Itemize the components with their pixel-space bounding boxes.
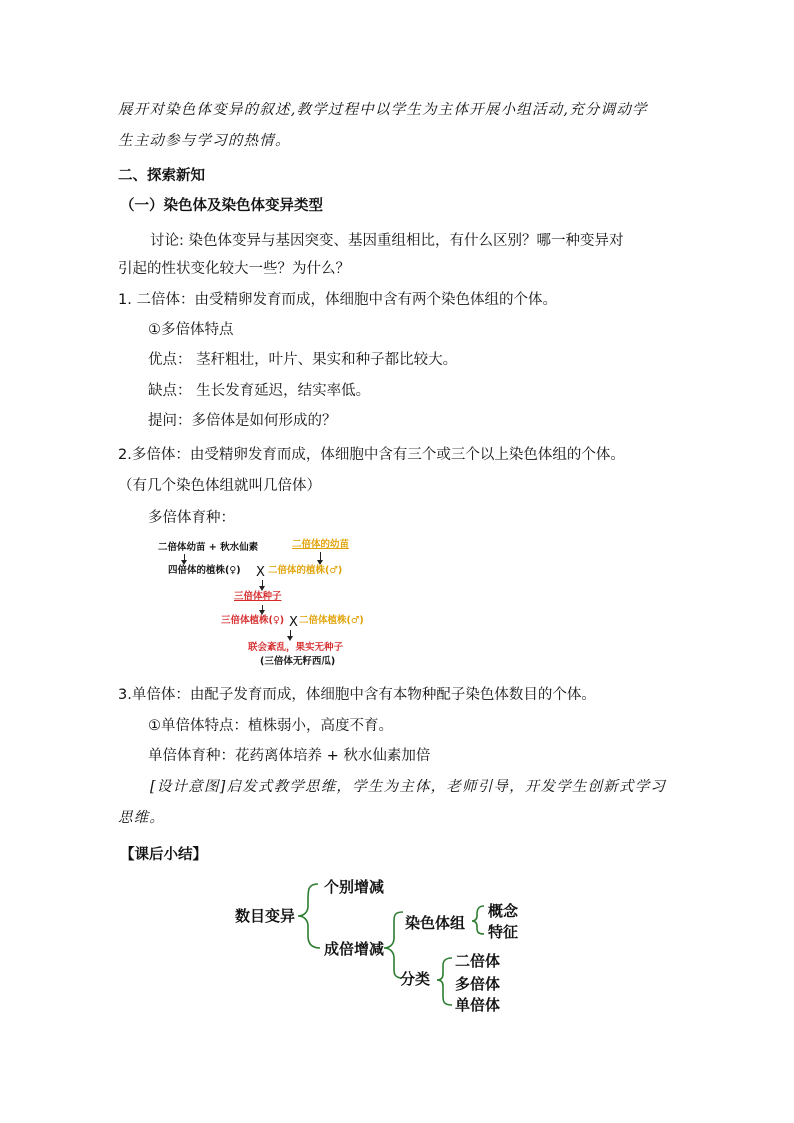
summary-branch-multiple: 成倍增减 — [324, 940, 385, 958]
bracket-root — [298, 884, 320, 948]
item1-title: 1. 二倍体：由受精卵发育而成，体细胞中含有两个染色体组的个体。 — [118, 292, 557, 308]
summary-root: 数目变异 — [235, 907, 296, 925]
item2-note: （有几个染色体组就叫几倍体） — [118, 478, 321, 494]
item1-cons: 缺点： 生长发育延迟，结实率低。 — [148, 383, 371, 399]
summary-polyploid: 多倍体 — [455, 975, 501, 993]
summary-branch-individual: 个别增减 — [324, 878, 385, 896]
diploid-seedling-label: 二倍体的幼苗 — [292, 539, 350, 550]
section-title: 二、探索新知 — [118, 168, 205, 184]
item1-pros: 优点： 茎秆粗壮，叶片、果实和种子都比较大。 — [148, 352, 458, 368]
summary-concept: 概念 — [488, 902, 519, 920]
summary-classification: 分类 — [400, 970, 431, 988]
cross-symbol: X — [256, 565, 265, 580]
triploid-seed-label: 三倍体种子 — [234, 591, 282, 602]
result-text: 联会紊乱，果实无种子 — [248, 642, 344, 653]
intro-line-1: 展开对染色体变异的叙述,教学过程中以学生为主体开展小组活动,充分调动学 — [118, 102, 648, 118]
subsection-title: （一）染色体及染色体变异类型 — [120, 198, 323, 214]
summary-feature: 特征 — [488, 923, 519, 941]
item3-feature: ①单倍体特点：植株弱小，高度不育。 — [148, 718, 393, 734]
triploid-plant-label: 三倍体植株(♀) — [221, 615, 285, 626]
item2-title: 2.多倍体：由受精卵发育而成，体细胞中含有三个或三个以上染色体组的个体。 — [118, 447, 625, 463]
seedling-colchicine-label: 二倍体幼苗 + 秋水仙素 — [158, 542, 259, 553]
diploid-plant-label: 二倍体的植株(♂) — [268, 565, 343, 576]
result-note: (三倍体无籽西瓜) — [260, 656, 336, 667]
item3-breeding: 单倍体育种：花药离体培养 + 秋水仙素加倍 — [148, 748, 431, 764]
item1-feature: ①多倍体特点 — [148, 322, 234, 338]
summary-diploid: 二倍体 — [455, 952, 501, 970]
bracket-chromosome-set — [472, 906, 484, 934]
tetraploid-plant-label: 四倍体的植株(♀) — [168, 565, 241, 576]
bracket-classification — [437, 958, 452, 1005]
diploid-plant-2-label: 二倍体植株(♂) — [299, 615, 364, 626]
design-intent-line-2: 思维。 — [118, 810, 166, 826]
bracket-multiple — [384, 912, 403, 978]
summary-title: 【课后小结】 — [120, 847, 207, 863]
cross-symbol: X — [289, 615, 298, 630]
discussion-line-2: 引起的性状变化较大一些？为什么？ — [118, 261, 350, 277]
breeding-label: 多倍体育种： — [148, 510, 235, 526]
intro-line-2: 生主动参与学习的热情。 — [118, 133, 291, 149]
summary-chromosome-set: 染色体组 — [405, 914, 466, 932]
discussion-line-1: 讨论: 染色体变异与基因突变、基因重组相比，有什么区别？哪一种变异对 — [150, 233, 624, 249]
item1-question: 提问：多倍体是如何形成的？ — [148, 413, 337, 429]
item3-title: 3.单倍体：由配子发育而成，体细胞中含有本物种配子染色体数目的个体。 — [118, 687, 596, 703]
design-intent-line-1: [设计意图]启发式教学思维，学生为主体，老师引导，开发学生创新式学习 — [150, 779, 667, 795]
summary-haploid: 单倍体 — [455, 996, 501, 1014]
